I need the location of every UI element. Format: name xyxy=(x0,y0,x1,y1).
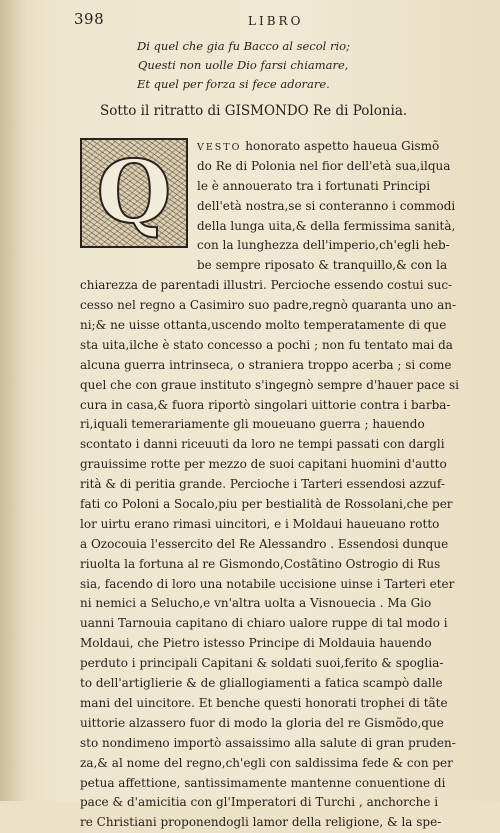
text-line: VESTO honorato aspetto haueua Gismõ xyxy=(197,139,440,153)
text-line: della lunga uita,& della fermissima sanità, xyxy=(197,218,456,233)
text-line: mani del uincitore. Et benche questi honorati trophei di tãte xyxy=(80,695,448,710)
text-line: riuolta la fortuna al re Gismondo,Costãtino Ostrogio di Rus xyxy=(80,556,441,571)
dropcap-letter: Q xyxy=(96,142,172,243)
text-line: dell'età nostra,se si conteranno i commodi xyxy=(197,198,456,213)
text-line: alcuna guerra intrinseca, o straniera troppo acerba ; si come xyxy=(80,357,452,372)
text-line: cesso nel regno a Casimiro suo padre,regnò quaranta uno an- xyxy=(80,298,457,313)
text-line: Moldaui, che Pietro istesso Principe di Moldauia hauendo xyxy=(80,636,432,651)
text-line: ni;& ne uisse ottanta,uscendo molto temperatamente di que xyxy=(80,318,447,333)
text-line: uittorie alzassero fuor di modo la gloria del re Gismõdo,que xyxy=(80,715,444,730)
text-line: scontato i danni riceuuti da loro ne tempi passati con dargli xyxy=(80,437,445,452)
section-title: Sotto il ritratto di GISMONDO Re di Polonia. xyxy=(100,103,408,119)
text-line: rità & di peritia grande. Percioche i Tarteri essendosi azzuf- xyxy=(80,477,445,492)
text-line: chiarezza de parentadi illustri. Percioche essendo costui suc- xyxy=(80,278,453,293)
verse-line: Et quel per forza si fece adorare. xyxy=(137,77,330,91)
text-line: lor uirtu erano rimasi uincitori, e i Moldaui haueuano rotto xyxy=(80,516,440,531)
text-line: uanni Tarnouia capitano di chiaro ualore ruppe di tal modo i xyxy=(80,616,448,631)
gutter-shadow xyxy=(0,0,26,801)
text-line: petua affettione, santissimamente mantenne conuentione di xyxy=(80,775,446,790)
running-head: LIBRO xyxy=(248,14,304,28)
text-line: do Re di Polonia nel fior dell'età sua,ilqua xyxy=(197,158,451,173)
text-line: con la lunghezza dell'imperio,ch'egli heb- xyxy=(197,238,450,253)
text-line: be sempre riposato & tranquillo,& con la xyxy=(197,258,448,273)
text-line: perduto i principali Capitani & soldati suoi,ferito & spoglia- xyxy=(80,656,444,671)
verse-block xyxy=(137,37,350,94)
text-line: sia, facendo di loro una notabile uccisione uinse i Tarteri eter xyxy=(80,576,455,591)
text-line: cura in casa,& fuora riportò singolari uittorie contra i barba- xyxy=(80,397,451,412)
verse-line: Questi non uolle Dio farsi chiamare, xyxy=(138,58,349,72)
text-line: to dell'artiglierie & de gliallogiamenti a fatica scampò dalle xyxy=(80,676,443,691)
text-line: sta uita,ilche è stato concesso a pochi ; non fu tentato mai da xyxy=(80,337,453,352)
text-line: ri,iquali temerariamente gli moueuano guerra ; hauendo xyxy=(80,417,425,432)
body-text xyxy=(80,137,464,833)
text-line: quel che con graue instituto s'ingegnò sempre d'hauer pace si xyxy=(80,377,459,392)
text-line: pace & d'amicitia con gl'Imperatori di Turchi , anchorche i xyxy=(80,795,439,810)
text-line: re Christiani proponendogli lamor della religione, & la spe- xyxy=(80,815,442,830)
text-line: za,& al nome del regno,ch'egli con saldissima fede & con per xyxy=(80,755,453,770)
text-line: ni nemici a Selucho,e vn'altra uolta a Visnouecia . Ma Gio xyxy=(80,596,432,611)
text-line: sto nondimeno importò assaissimo alla salute di gran pruden- xyxy=(80,735,456,750)
first-word: VESTO xyxy=(197,142,242,153)
page-number: 398 xyxy=(74,10,105,28)
text-line: grauissime rotte per mezzo de suoi capitani huomini d'autto xyxy=(80,457,447,472)
text-line: a Ozocouia l'essercito del Re Alessandro . Essendosi dunque xyxy=(80,536,449,551)
verse-line: Di quel che gia fu Bacco al secol rio; xyxy=(137,39,350,53)
text-line: fati co Poloni a Socalo,piu per bestialità de Rossolani,che per xyxy=(80,497,453,512)
text-line: le è annouerato tra i fortunati Principi xyxy=(197,178,431,193)
